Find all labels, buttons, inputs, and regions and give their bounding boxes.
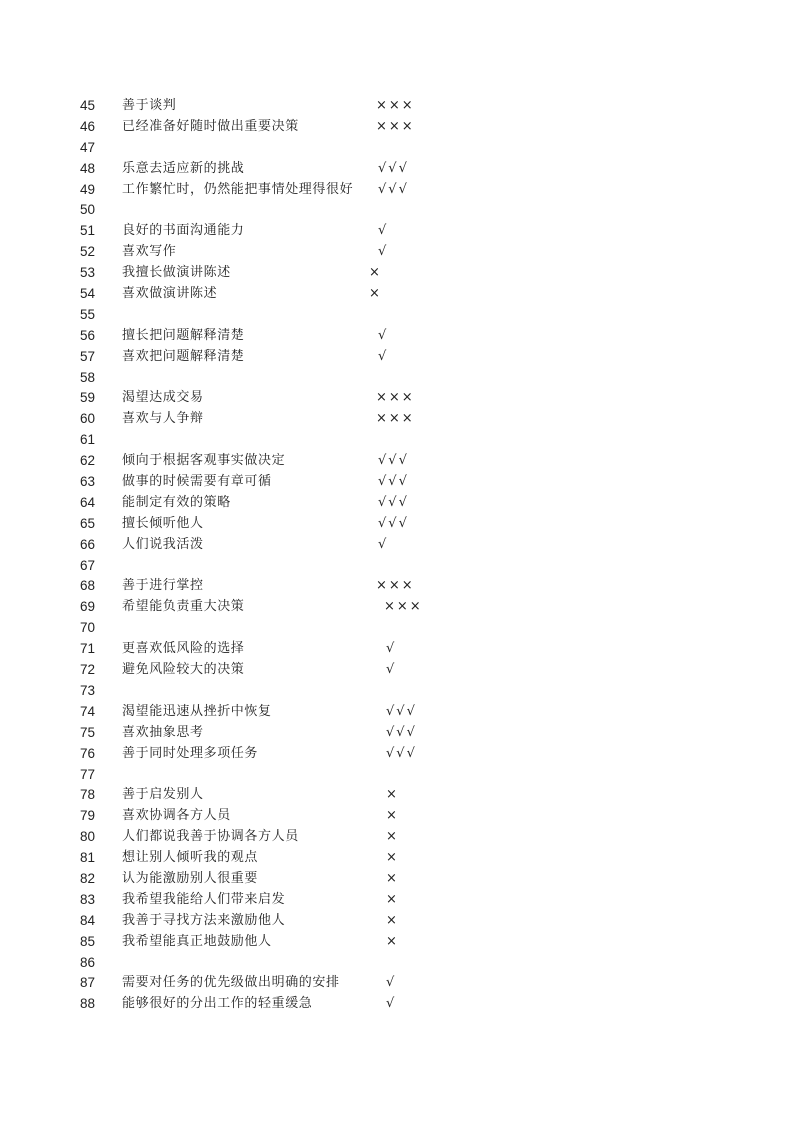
item-text: 更喜欢低风险的选择	[122, 641, 245, 657]
check-mark: √	[386, 641, 397, 657]
row-number: 69	[80, 599, 96, 615]
row-number: 51	[80, 223, 96, 239]
cross-mark: ×××	[384, 599, 423, 615]
list-item	[0, 451, 800, 472]
check-mark: √√√	[378, 494, 409, 510]
item-text: 我希望我能给人们带来启发	[122, 891, 286, 907]
list-item	[0, 368, 800, 389]
list-item	[0, 639, 800, 660]
cross-mark: ×	[386, 787, 399, 803]
row-number: 78	[80, 787, 96, 803]
list-item	[0, 326, 800, 347]
row-number: 72	[80, 662, 96, 678]
list-item	[0, 305, 800, 326]
list-item	[0, 576, 800, 597]
row-number: 48	[80, 160, 96, 176]
row-number: 62	[80, 453, 96, 469]
item-text: 善于启发别人	[122, 787, 204, 803]
list-item	[0, 911, 800, 932]
row-number: 56	[80, 327, 96, 343]
cross-mark: ×××	[376, 390, 415, 406]
row-number: 61	[80, 432, 96, 448]
check-mark: √	[386, 996, 397, 1012]
item-text: 渴望达成交易	[122, 390, 204, 406]
row-number: 55	[80, 306, 96, 322]
item-text: 良好的书面沟通能力	[122, 223, 245, 239]
row-number: 52	[80, 244, 96, 260]
list-item	[0, 827, 800, 848]
list-item	[0, 597, 800, 618]
item-text: 做事的时候需要有章可循	[122, 474, 272, 490]
item-text: 我善于寻找方法来激励他人	[122, 912, 286, 928]
row-number: 68	[80, 578, 96, 594]
list-item	[0, 744, 800, 765]
row-number: 58	[80, 369, 96, 385]
list-item	[0, 284, 800, 305]
row-number: 82	[80, 870, 96, 886]
item-text: 喜欢协调各方人员	[122, 808, 231, 824]
row-number: 50	[80, 202, 96, 218]
cross-mark: ×	[386, 808, 399, 824]
row-number: 47	[80, 139, 96, 155]
item-text: 倾向于根据客观事实做决定	[122, 453, 286, 469]
cross-mark: ×××	[376, 578, 415, 594]
list-item	[0, 138, 800, 159]
cross-mark: ×	[386, 912, 399, 928]
list-item	[0, 848, 800, 869]
row-number: 75	[80, 724, 96, 740]
row-number: 73	[80, 682, 96, 698]
cross-mark: ×	[386, 933, 399, 949]
list-item	[0, 200, 800, 221]
row-number: 76	[80, 745, 96, 761]
cross-mark: ×	[386, 870, 399, 886]
cross-mark: ×××	[376, 411, 415, 427]
cross-mark: ×	[369, 286, 382, 302]
item-text: 需要对任务的优先级做出明确的安排	[122, 975, 340, 991]
item-text: 渴望能迅速从挫折中恢复	[122, 703, 272, 719]
item-text: 我擅长做演讲陈述	[122, 265, 231, 281]
row-number: 45	[80, 98, 96, 113]
list-item	[0, 430, 800, 451]
row-number: 65	[80, 515, 96, 531]
item-text: 擅长把问题解释清楚	[122, 327, 245, 343]
item-text: 喜欢与人争辩	[122, 411, 204, 427]
cross-mark: ×××	[376, 118, 415, 134]
item-text: 人们说我活泼	[122, 536, 204, 552]
list-item	[0, 493, 800, 514]
list-item	[0, 221, 800, 242]
item-text: 人们都说我善于协调各方人员	[122, 829, 299, 845]
list-item	[0, 681, 800, 702]
row-number: 84	[80, 912, 96, 928]
list-item	[0, 117, 800, 138]
list-item	[0, 347, 800, 368]
row-number: 59	[80, 390, 96, 406]
row-number: 85	[80, 933, 96, 949]
list-item	[0, 869, 800, 890]
row-number: 83	[80, 891, 96, 907]
item-text: 想让别人倾听我的观点	[122, 850, 259, 866]
row-number: 81	[80, 850, 96, 866]
item-text: 希望能负责重大决策	[122, 599, 245, 615]
row-number: 49	[80, 181, 96, 197]
row-number: 71	[80, 641, 96, 657]
item-text: 喜欢写作	[122, 244, 177, 260]
item-text: 擅长倾听他人	[122, 515, 204, 531]
cross-mark: ×	[386, 891, 399, 907]
check-mark: √	[378, 536, 389, 552]
item-text: 已经准备好随时做出重要决策	[122, 118, 299, 134]
list-item	[0, 556, 800, 577]
list-item	[0, 765, 800, 786]
item-text: 我希望能真正地鼓励他人	[122, 933, 272, 949]
row-number: 80	[80, 829, 96, 845]
row-number: 77	[80, 766, 96, 782]
item-text: 喜欢把问题解释清楚	[122, 348, 245, 364]
item-text: 乐意去适应新的挑战	[122, 160, 245, 176]
item-text: 善于同时处理多项任务	[122, 745, 259, 761]
row-number: 46	[80, 118, 96, 134]
check-mark: √	[378, 348, 389, 364]
check-mark: √√√	[378, 474, 409, 490]
row-number: 60	[80, 411, 96, 427]
check-mark: √	[386, 662, 397, 678]
check-mark: √√√	[378, 515, 409, 531]
item-text: 善于进行掌控	[122, 578, 204, 594]
row-number: 54	[80, 286, 96, 302]
item-text: 喜欢做演讲陈述	[122, 286, 218, 302]
row-number: 66	[80, 536, 96, 552]
row-number: 63	[80, 474, 96, 490]
list-item	[0, 535, 800, 556]
list-item	[0, 472, 800, 493]
row-number: 53	[80, 265, 96, 281]
list-item	[0, 618, 800, 639]
item-text: 能够很好的分出工作的轻重缓急	[122, 996, 313, 1012]
list-item	[0, 890, 800, 911]
list-item	[0, 932, 800, 953]
row-number: 79	[80, 808, 96, 824]
checklist	[0, 96, 800, 1015]
row-number: 67	[80, 557, 96, 573]
row-number: 64	[80, 494, 96, 510]
list-item	[0, 180, 800, 201]
list-item	[0, 806, 800, 827]
item-text: 善于谈判	[122, 98, 177, 113]
item-text: 认为能激励别人很重要	[122, 870, 259, 886]
check-mark: √√√	[378, 453, 409, 469]
list-item	[0, 660, 800, 681]
check-mark: √√√	[386, 703, 417, 719]
row-number: 86	[80, 954, 96, 970]
list-item	[0, 953, 800, 974]
cross-mark: ×	[369, 265, 382, 281]
list-item	[0, 514, 800, 535]
row-number: 70	[80, 620, 96, 636]
list-item	[0, 242, 800, 263]
row-number: 88	[80, 996, 96, 1012]
list-item	[0, 159, 800, 180]
cross-mark: ×	[386, 829, 399, 845]
check-mark: √√√	[378, 181, 409, 197]
check-mark: √	[378, 244, 389, 260]
check-mark: √	[386, 975, 397, 991]
list-item	[0, 409, 800, 430]
cross-mark: ×	[386, 850, 399, 866]
list-item	[0, 96, 800, 117]
list-item	[0, 973, 800, 994]
row-number: 57	[80, 348, 96, 364]
row-number: 87	[80, 975, 96, 991]
list-item	[0, 388, 800, 409]
check-mark: √√√	[378, 160, 409, 176]
list-item	[0, 785, 800, 806]
cross-mark: ×××	[376, 98, 415, 113]
check-mark: √√√	[386, 724, 417, 740]
check-mark: √√√	[386, 745, 417, 761]
list-item	[0, 723, 800, 744]
item-text: 避免风险较大的决策	[122, 662, 245, 678]
list-item	[0, 994, 800, 1015]
list-item	[0, 702, 800, 723]
item-text: 能制定有效的策略	[122, 494, 231, 510]
row-number: 74	[80, 703, 96, 719]
item-text: 喜欢抽象思考	[122, 724, 204, 740]
check-mark: √	[378, 327, 389, 343]
item-text: 工作繁忙时，仍然能把事情处理得很好	[122, 181, 354, 197]
check-mark: √	[378, 223, 389, 239]
list-item	[0, 263, 800, 284]
